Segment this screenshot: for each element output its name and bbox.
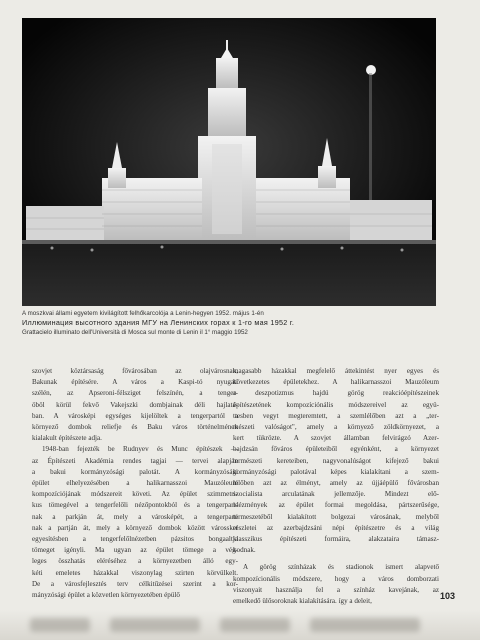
text-line: öböl körül fekvő Vakejszki dombjainak déli hajlatá- — [32, 400, 238, 409]
text-line: szovjet köztársaság fővárosában az olajvárosnak, — [32, 367, 238, 375]
text-line: tömeget igényli. Ma ugyan az épület tömege a vég- — [32, 546, 238, 555]
caption-hungarian: A moszkvai állami egyetem kivilágított felhőkarcolója a Lenin-hegyen 1952. május 1-én — [22, 310, 264, 317]
text-line: lélőben azt az élményt, amely az újjáépülő fővárosban — [233, 479, 439, 488]
caption-russian: Иллюминация высотного здания МГУ на Ленинских горах к 1-го мая 1952 г. — [22, 318, 295, 327]
text-line: mányzósági épület a közvetlen környezetében épülő — [32, 591, 180, 600]
text-line: a deszpotizmus hajdú görög reakcióépítészeinek — [233, 389, 439, 398]
text-line: szocialista arculatának jellemzője. Mindezt elő- — [233, 490, 439, 499]
text-line: mészeti valóságot", amely a környező zöldkörnyezet, a — [233, 423, 439, 432]
text-line: ban. A városképi egységes kijelöltek a tengerpartól a — [32, 411, 238, 420]
text-line: kialakult építészete adja. — [32, 434, 102, 443]
text-line: ttesben vegyt megteremtett, a szemlélőben azt a „ter- — [233, 411, 439, 420]
text-line: kert tükrözte. A szovjet államban felvirágzó Azer- — [233, 434, 439, 443]
body-column-right — [233, 366, 439, 607]
text-line: környező dombok reliefje és Baku város történelmének — [32, 423, 238, 432]
photo-caption — [22, 309, 436, 337]
page-bottom-bleed — [0, 610, 480, 640]
text-line: épület elhelyezésében a halikarnasszoi Mauzóleum — [32, 479, 238, 488]
text-line: kéti emeletes házakkal viszonylag szirten körvülkelt. — [32, 568, 238, 577]
text-line: építészetének kompozíciónális módszereivel az együ- — [233, 400, 439, 409]
text-line: leges összhatás eléréséhez a környezetben álló egy- — [32, 557, 238, 566]
text-line: magasabb házakkal megfelelő áttekintést nyer egyes és — [233, 367, 439, 375]
text-line: természeti kereteiben, nagyvonalúságot kifejező bakui — [233, 456, 439, 465]
text-line: A görög színházak és stadionok ismert alapvető — [243, 563, 439, 572]
page-number: 103 — [440, 591, 456, 601]
night-building-illustration — [22, 18, 436, 306]
text-line: idézmények az épület formai megoldása, pártszerűsége, — [233, 501, 439, 510]
text-line: kormányzósági palotával képes kialakítani a szem- — [233, 467, 439, 476]
text-line: De a városfejlesztés terv célkitűzései szerint a kor- — [32, 579, 238, 588]
text-line: klasszikus építészeti formáira, alakzataira támasz- — [233, 535, 439, 544]
text-line: egyesítésben a tengerfelőlnézetben pázsitos bongaaltja — [32, 535, 238, 544]
text-line: nak a parkján át, mely a városképét, a tengerparti — [32, 512, 238, 521]
body-column-left — [32, 366, 238, 601]
text-line: kodnak. — [233, 546, 256, 555]
text-line: kompozícionális módszere, hogy a város domborzati — [233, 574, 439, 583]
text-line: emelkedő ülősoroknak kialakítására. így a deleit, — [233, 597, 372, 606]
text-line: 1948-ban fejezték be Rudnyev és Munc építészek — — [42, 445, 238, 454]
text-line: nak a partján át, mely a környező dombok között várossket — [32, 523, 238, 532]
text-line: a bakui kormányzósági palotát. A kormányzósági — [32, 467, 238, 476]
text-line: termeszetéből kialakított bolgezai városának, melyből — [233, 512, 439, 521]
text-line: részletei az azerbajdzsáni népi építészetre és a világ — [233, 523, 439, 532]
caption-italian: Grattacielo illuminato dell'Università di Mosca sul monte di Lenin il 1° maggio 1952 — [22, 329, 248, 336]
text-line: kompozíciójának módszereit követi. Az épület szimmetri- — [32, 490, 238, 499]
text-line: következetes épületekhez. A halikarnasszoi Mauzóleum — [233, 378, 439, 387]
text-line: Bakunak építésére. A város a Kaspi-tó nyugati — [32, 378, 238, 387]
text-line: bajdzsán főváros épületeiből egyénként, a környezet — [233, 445, 439, 454]
text-line: kus tömegével a tengerfelőli nézőpontokból és a tengerpart- — [32, 501, 238, 510]
text-line: viszonyait használja fel a színház kavejának, az — [233, 585, 439, 594]
text-line: az Építészeti Akadémia rendes tagjai — tervei alapján — [32, 456, 238, 465]
photo-night-building — [22, 18, 436, 306]
text-line: szélén, az Apseroni-félsziget felszínén, a tenger- — [32, 389, 238, 398]
